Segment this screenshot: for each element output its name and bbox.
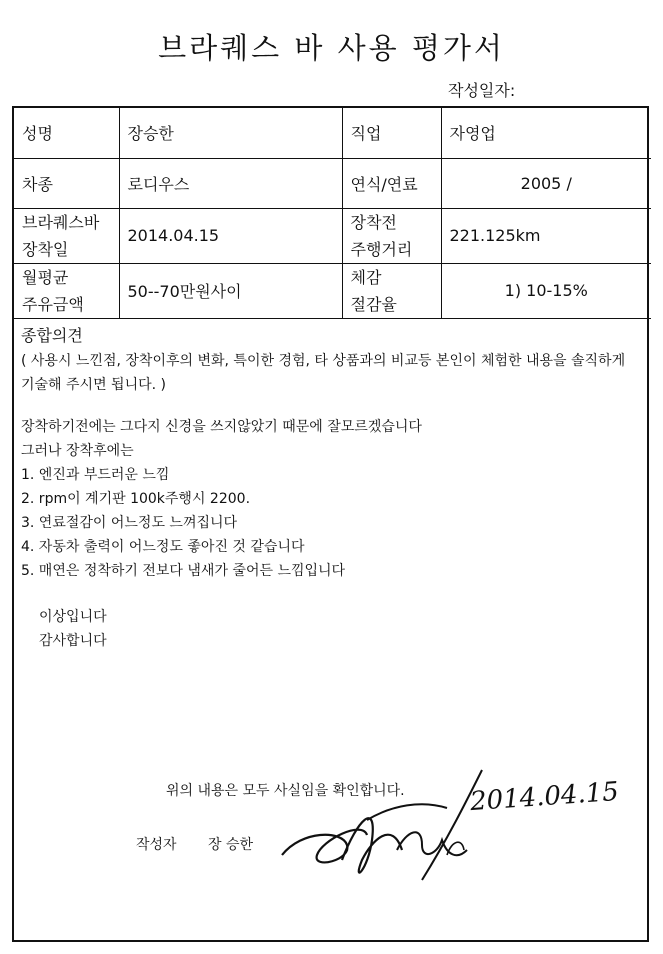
savings-rate-value: 1) 10-15%	[441, 263, 651, 318]
opinion-instruction: ( 사용시 느낀점, 장착이후의 변화, 특이한 경험, 타 상품과의 비교등 본인이 체험한 내용을 솔직하게 기술해 주시면 됩니다. )	[21, 352, 626, 393]
document-title: 브라퀘스 바 사용 평가서	[158, 31, 505, 65]
occupation-value: 자영업	[441, 108, 651, 158]
table-row	[14, 208, 651, 263]
fuel-cost-label-line1: 월평균	[22, 267, 69, 287]
opinion-line: 1. 엔진과 부드러운 느낌	[21, 466, 170, 483]
mileage-value: 221.125km	[441, 208, 651, 263]
opinion-line: 3. 연료절감이 어느정도 느껴집니다	[21, 514, 238, 531]
savings-rate-label-line1: 체감	[350, 267, 382, 287]
opinion-line: 2. rpm이 계기판 100k주행시 2200.	[21, 490, 251, 507]
writer-name: 장 승한	[208, 837, 254, 853]
table-row	[14, 108, 651, 158]
occupation-label: 직업	[342, 108, 441, 158]
fuel-cost-label	[14, 263, 119, 318]
opinion-line: 5. 매연은 정착하기 전보다 냄새가 줄어든 느낌입니다	[21, 562, 346, 579]
writer-label: 작성자	[136, 837, 177, 853]
year-fuel-label: 연식/연료	[342, 158, 441, 208]
table-row	[14, 158, 651, 208]
opinion-line: 4. 자동차 출력이 어느정도 좋아진 것 같습니다	[21, 538, 305, 555]
mileage-label-line2: 주행거리	[350, 239, 413, 259]
mileage-label	[342, 208, 441, 263]
install-date-label-line2: 장착일	[22, 239, 69, 259]
date-label: 작성일자:	[448, 81, 516, 100]
year-fuel-value: 2005 /	[441, 158, 651, 208]
opinion-line: 그러나 장착후에는	[21, 442, 134, 459]
install-date-label	[14, 208, 119, 263]
fuel-cost-value: 50--70만원사이	[119, 263, 342, 318]
closing-remarks	[39, 605, 107, 653]
info-table	[14, 108, 651, 319]
name-label: 성명	[14, 108, 119, 158]
install-date-value: 2014.04.15	[119, 208, 342, 263]
opinion-title: 종합의견	[21, 325, 83, 345]
table-row	[14, 263, 651, 318]
opinion-line: 장착하기전에는 그다지 신경을 쓰지않았기 때문에 잘모르겠습니다	[21, 418, 422, 435]
car-model-value: 로디우스	[119, 158, 342, 208]
closing-line: 감사합니다	[39, 632, 107, 649]
mileage-label-line1: 장착전	[350, 212, 397, 232]
car-model-label: 차종	[14, 158, 119, 208]
savings-rate-label	[342, 263, 441, 318]
name-value: 장승한	[119, 108, 342, 158]
handwritten-signature-icon	[272, 760, 582, 900]
savings-rate-label-line2: 절감율	[350, 294, 397, 314]
closing-line: 이상입니다	[39, 608, 107, 625]
handwritten-date: 2014.04.15	[469, 776, 620, 818]
confirmation-statement: 위의 내용은 모두 사실임을 확인합니다.	[166, 783, 405, 799]
install-date-label-line1: 브라퀘스바	[22, 212, 100, 232]
fuel-cost-label-line2: 주유금액	[22, 294, 84, 314]
opinion-body	[21, 415, 641, 583]
